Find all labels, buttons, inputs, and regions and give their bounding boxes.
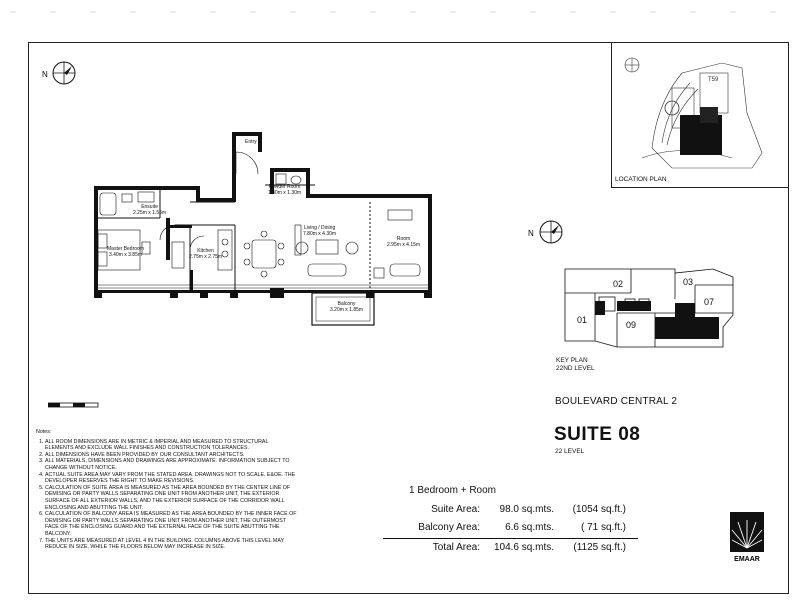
unit-01-label: 01 (577, 315, 588, 325)
balcony-area-label: Balcony Area: (418, 522, 480, 533)
area-table (410, 504, 626, 540)
location-plan-label: LOCATION PLAN (615, 176, 667, 183)
key-plan-caption (556, 357, 595, 373)
north-label-key: N (528, 229, 534, 238)
note-item: 5. CALCULATION OF SUITE AREA IS MEASURED AS THE AREA BOUNDED BY THE CENTER LINE OF DEMISING OR PARTY WALLS SEPARATING ONE UNIT FROM ANOTHER UNIT, THE EXTERIOR SURFACE OF ALL EXTERIOR WALLS, AND THE EXTERIOR SURFACE OF THE CORRIDOR WALL ENCLOSING AND ABUTTING THE UNIT. (45, 485, 298, 511)
suite-area-sqm: 98.0 sq.mts. (499, 504, 554, 515)
note-item: 1. ALL ROOM DIMENSIONS ARE IN METRIC & IMPERIAL AND MEASURED TO STRUCTURAL ELEMENTS AND EXCLUDE WALL FINISHES AND CONSTRUCTION TOLERANCES. (45, 439, 298, 452)
note-item: 3. ALL MATERIALS, DIMENSIONS AND DRAWINGS ARE APPROXIMATE. INFORMATION SUBJECT TO CHANGE WITHOUT NOTICE. (45, 458, 298, 471)
note-item: 2. ALL DIMENSIONS HAVE BEEN PROVIDED BY OUR CONSULTANT ARCHITECTS. (45, 452, 298, 459)
scan-edge (0, 0, 800, 20)
ensuite-label: Ensuite 2.25m x 1.55m (133, 204, 167, 216)
suite-title: SUITE 08 (554, 424, 641, 445)
balcony-area-sqm: 6.6 sq.mts. (505, 522, 554, 533)
note-item: 4. ACTUAL SUITE AREA MAY VARY FROM THE STATED AREA. DRAWINGS NOT TO SCALE. E&OE. THE DEVELOPER RESERVES THE RIGHT TO MAKE REVISIONS. (45, 472, 298, 485)
location-plan-drawing (612, 43, 788, 173)
logo-text: EMAAR (734, 556, 760, 563)
area-row-total (410, 542, 626, 556)
key-plan-title: KEY PLAN (556, 357, 588, 364)
svg-text:T59: T59 (708, 77, 719, 83)
suite-area-sqft: (1054 sq.ft.) (572, 504, 626, 515)
entry-label: Entry (245, 139, 257, 145)
notes-list (36, 439, 298, 551)
notes-block (36, 429, 298, 551)
living-dining-label: Living / Dining 7.80m x 4.30m (303, 225, 337, 237)
room-label: Room 2.95m x 4.15m (387, 236, 421, 248)
area-row-suite (410, 504, 626, 522)
north-arrow-key-icon (527, 216, 569, 248)
unit-07-label: 07 (704, 297, 715, 307)
unit-03-label: 03 (683, 277, 694, 287)
kitchen-label: Kitchen 2.75m x 2.75m (189, 248, 223, 260)
north-label: N (42, 70, 48, 79)
master-bedroom-label: Master Bedroom 3.40m x 3.85m (107, 246, 144, 258)
balcony-area-sqft: ( 71 sq.ft.) (580, 522, 626, 533)
total-area-sqft: (1125 sq.ft.) (573, 542, 626, 553)
balcony-label: Balcony 3.20m x 1.85m (330, 301, 364, 313)
scale-bar (48, 400, 108, 410)
unit-type: 1 Bedroom + Room (409, 485, 496, 496)
powder-room-label: Powder Room 1.80m x 1.30m (268, 184, 302, 196)
note-item: 7. THE UNITS ARE MEASURED AT LEVEL 4 IN THE BUILDING. COLUMNS ABOVE THIS LEVEL MAY REDUCE IN SIZE, WHILE THE FLOORS BELOW MAY INCREASE IN SIZE. (45, 538, 298, 551)
key-plan (555, 265, 745, 355)
notes-heading: Notes: (36, 429, 52, 435)
total-area-label: Total Area: (432, 542, 480, 553)
key-plan-level: 22ND LEVEL (556, 365, 595, 372)
project-name: BOULEVARD CENTRAL 2 (555, 396, 678, 407)
emaar-logo (726, 510, 770, 564)
unit-09-label: 09 (626, 320, 637, 330)
note-item: 6. CALCULATION OF BALCONY AREA IS MEASURED AS THE AREA BOUNDED BY THE INNER FACE OF DEMISING OR PARTY WALLS SEPARATING ONE UNIT FROM ANOTHER UNIT, THE OUTERMOST FACE OF THE ENCLOSING GUARD AND THE EXTERNAL FACE OF THE SUITE ABUTTING THE BALCONY. (45, 511, 298, 537)
suite-level: 22 LEVEL (555, 448, 585, 455)
total-area-sqm: 104.6 sq.mts. (493, 542, 554, 553)
north-arrow-icon (40, 58, 82, 90)
unit-02-label: 02 (613, 279, 624, 289)
floor-plan (90, 130, 440, 330)
suite-area-label: Suite Area: (431, 504, 480, 515)
total-rule (383, 538, 638, 539)
